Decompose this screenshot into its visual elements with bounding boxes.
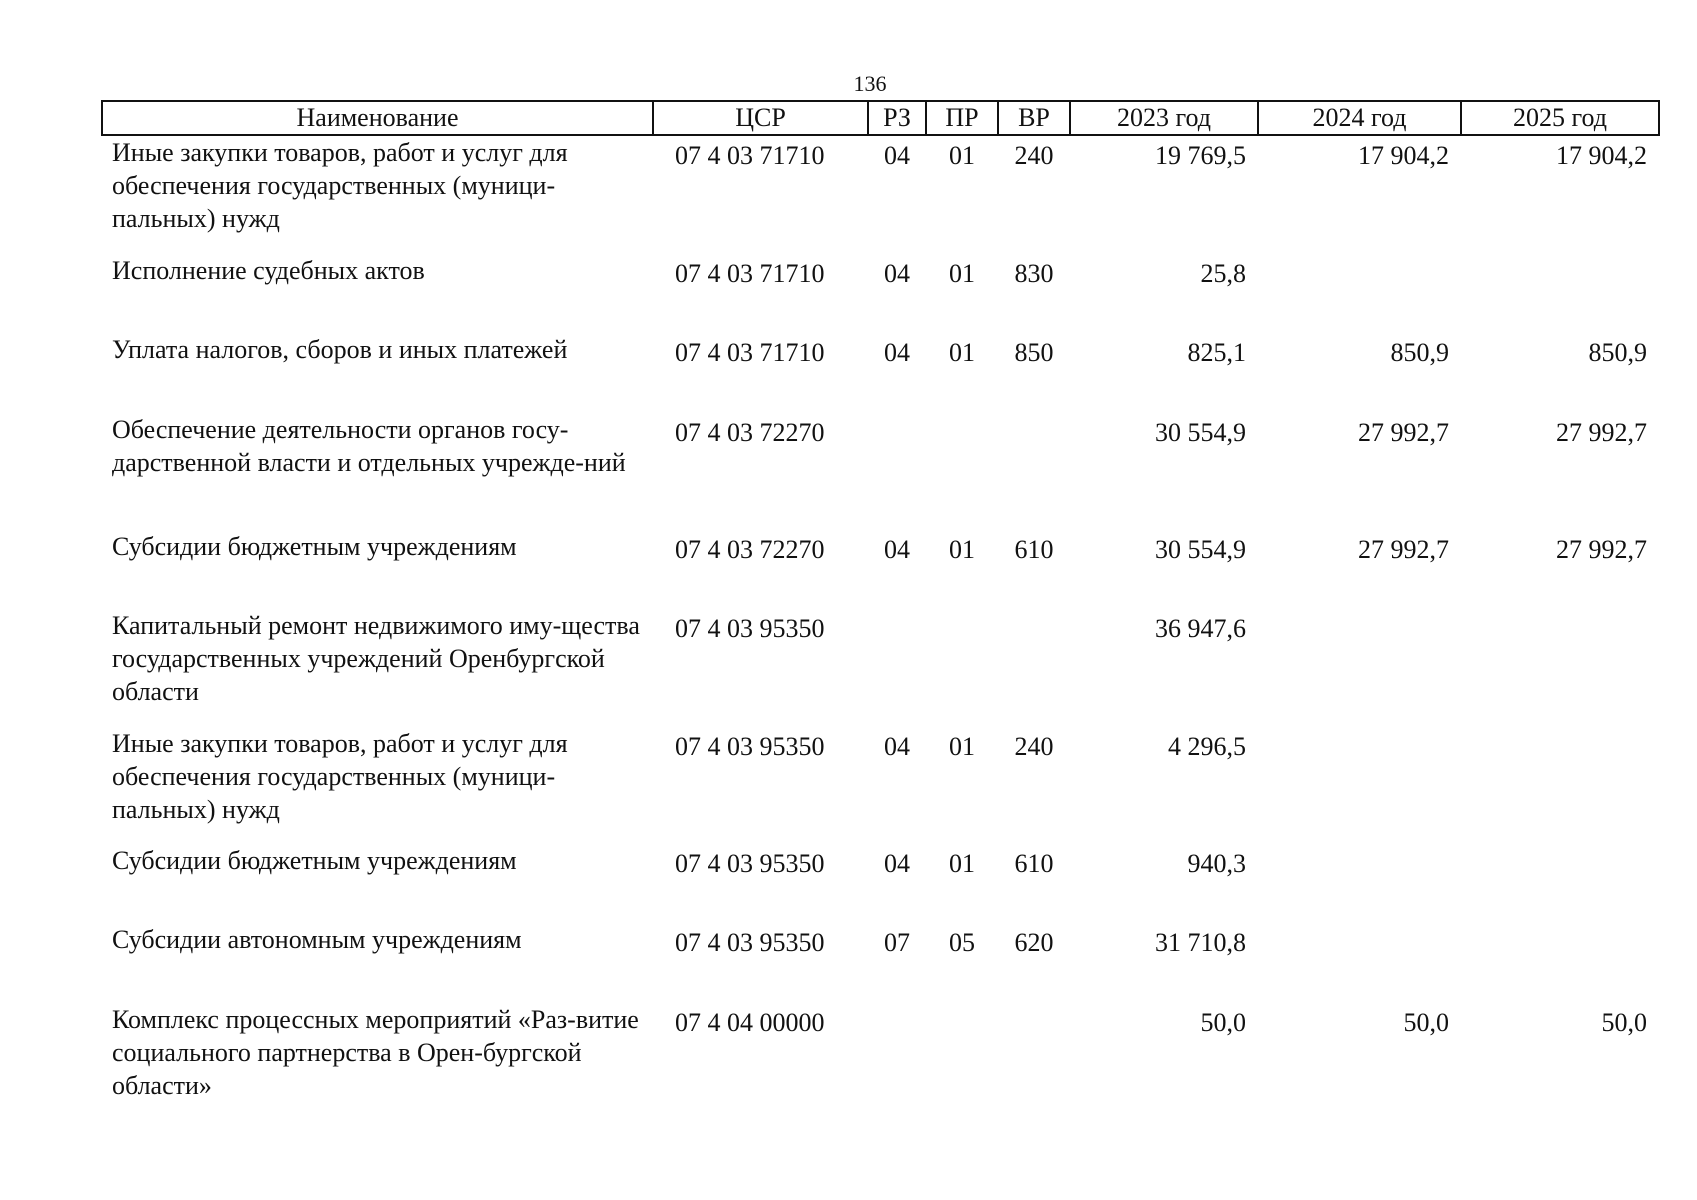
cell-2023: 940,3 [1187, 849, 1246, 878]
table-body [102, 135, 1659, 1116]
page-number: 136 [853, 71, 887, 96]
header-csr: ЦСР [653, 101, 868, 135]
table-row [102, 530, 1659, 609]
cell-2023: 31 710,8 [1155, 928, 1246, 957]
cell-vr: 610 [1014, 849, 1054, 878]
cell-2024: 50,0 [1403, 1008, 1449, 1037]
cell-pr: 01 [949, 732, 975, 761]
table-row [102, 1003, 1659, 1116]
cell-csr: 07 4 03 72270 [675, 535, 825, 564]
cell-pr: 01 [949, 338, 975, 367]
header-2023: 2023 год [1070, 101, 1258, 135]
cell-vr: 240 [1014, 732, 1054, 761]
cell-2024 [1258, 254, 1461, 333]
cell-2025: 850,9 [1588, 338, 1647, 367]
cell-pr: 01 [949, 849, 975, 878]
cell-csr: 07 4 03 71710 [675, 338, 825, 367]
cell-vr: 620 [1014, 928, 1054, 957]
cell-name: Комплекс процессных мероприятий «Раз-витие социального партнерства в Орен-бургской области» [112, 1005, 639, 1100]
cell-vr: 240 [1014, 141, 1054, 170]
cell-rz [868, 1003, 926, 1116]
table-row [102, 333, 1659, 413]
cell-2025 [1461, 609, 1659, 727]
cell-csr: 07 4 03 95350 [675, 732, 825, 761]
cell-2024: 850,9 [1390, 338, 1449, 367]
cell-pr [926, 413, 998, 530]
cell-csr: 07 4 04 00000 [675, 1008, 825, 1037]
cell-name: Обеспечение деятельности органов госу-дарственной власти и отдельных учрежде-ний [112, 415, 626, 477]
cell-vr [998, 413, 1070, 530]
header-2024: 2024 год [1258, 101, 1461, 135]
cell-2024: 27 992,7 [1358, 418, 1449, 447]
cell-2024 [1258, 727, 1461, 844]
header-row [102, 101, 1659, 135]
cell-2025: 50,0 [1601, 1008, 1647, 1037]
cell-csr: 07 4 03 72270 [675, 418, 825, 447]
cell-rz: 04 [884, 259, 910, 288]
cell-2023: 25,8 [1200, 259, 1246, 288]
cell-2025: 27 992,7 [1556, 535, 1647, 564]
cell-2023: 19 769,5 [1155, 141, 1246, 170]
cell-2024 [1258, 609, 1461, 727]
cell-rz: 04 [884, 732, 910, 761]
cell-name: Уплата налогов, сборов и иных платежей [112, 335, 568, 364]
cell-vr: 830 [1014, 259, 1054, 288]
table-row [102, 254, 1659, 333]
cell-name: Иные закупки товаров, работ и услуг для обеспечения государственных (муници-пальных) нужд [112, 138, 568, 233]
cell-2023: 36 947,6 [1155, 614, 1246, 643]
cell-vr [998, 1003, 1070, 1116]
cell-pr: 01 [949, 141, 975, 170]
cell-2024: 27 992,7 [1358, 535, 1449, 564]
cell-name: Капитальный ремонт недвижимого иму-щества государственных учреждений Оренбургской области [112, 611, 640, 706]
cell-pr: 01 [949, 259, 975, 288]
cell-vr: 850 [1014, 338, 1054, 367]
cell-2024: 17 904,2 [1358, 141, 1449, 170]
budget-table [101, 100, 1660, 1116]
cell-2023: 825,1 [1187, 338, 1246, 367]
cell-name: Субсидии бюджетным учреждениям [112, 532, 517, 561]
cell-2024 [1258, 844, 1461, 923]
cell-csr: 07 4 03 71710 [675, 141, 825, 170]
cell-name: Субсидии бюджетным учреждениям [112, 846, 517, 875]
header-2025: 2025 год [1461, 101, 1659, 135]
cell-vr [998, 609, 1070, 727]
cell-vr: 610 [1014, 535, 1054, 564]
cell-pr: 05 [949, 928, 975, 957]
cell-pr [926, 1003, 998, 1116]
table-row [102, 844, 1659, 923]
cell-rz: 04 [884, 535, 910, 564]
cell-2025: 27 992,7 [1556, 418, 1647, 447]
cell-csr: 07 4 03 95350 [675, 849, 825, 878]
cell-pr [926, 609, 998, 727]
cell-csr: 07 4 03 95350 [675, 614, 825, 643]
header-rz: РЗ [868, 101, 926, 135]
cell-rz [868, 609, 926, 727]
cell-csr: 07 4 03 71710 [675, 259, 825, 288]
table-row [102, 135, 1659, 254]
header-name: Наименование [102, 101, 653, 135]
cell-2025 [1461, 727, 1659, 844]
table-row [102, 727, 1659, 844]
cell-2023: 50,0 [1200, 1008, 1246, 1037]
cell-rz: 04 [884, 849, 910, 878]
header-vr: ВР [998, 101, 1070, 135]
cell-pr: 01 [949, 535, 975, 564]
table-row [102, 923, 1659, 1003]
cell-2023: 30 554,9 [1155, 535, 1246, 564]
table-row [102, 609, 1659, 727]
cell-name: Субсидии автономным учреждениям [112, 925, 522, 954]
cell-rz: 04 [884, 338, 910, 367]
table-row [102, 413, 1659, 530]
header-pr: ПР [926, 101, 998, 135]
cell-2023: 4 296,5 [1168, 732, 1246, 761]
cell-2025: 17 904,2 [1556, 141, 1647, 170]
cell-name: Иные закупки товаров, работ и услуг для обеспечения государственных (муници-пальных) нужд [112, 729, 568, 824]
cell-2024 [1258, 923, 1461, 1003]
cell-2025 [1461, 254, 1659, 333]
table-header [102, 101, 1659, 135]
cell-name: Исполнение судебных актов [112, 256, 425, 285]
cell-2025 [1461, 923, 1659, 1003]
cell-rz [868, 413, 926, 530]
cell-2025 [1461, 844, 1659, 923]
cell-csr: 07 4 03 95350 [675, 928, 825, 957]
cell-2023: 30 554,9 [1155, 418, 1246, 447]
cell-rz: 04 [884, 141, 910, 170]
cell-rz: 07 [884, 928, 910, 957]
